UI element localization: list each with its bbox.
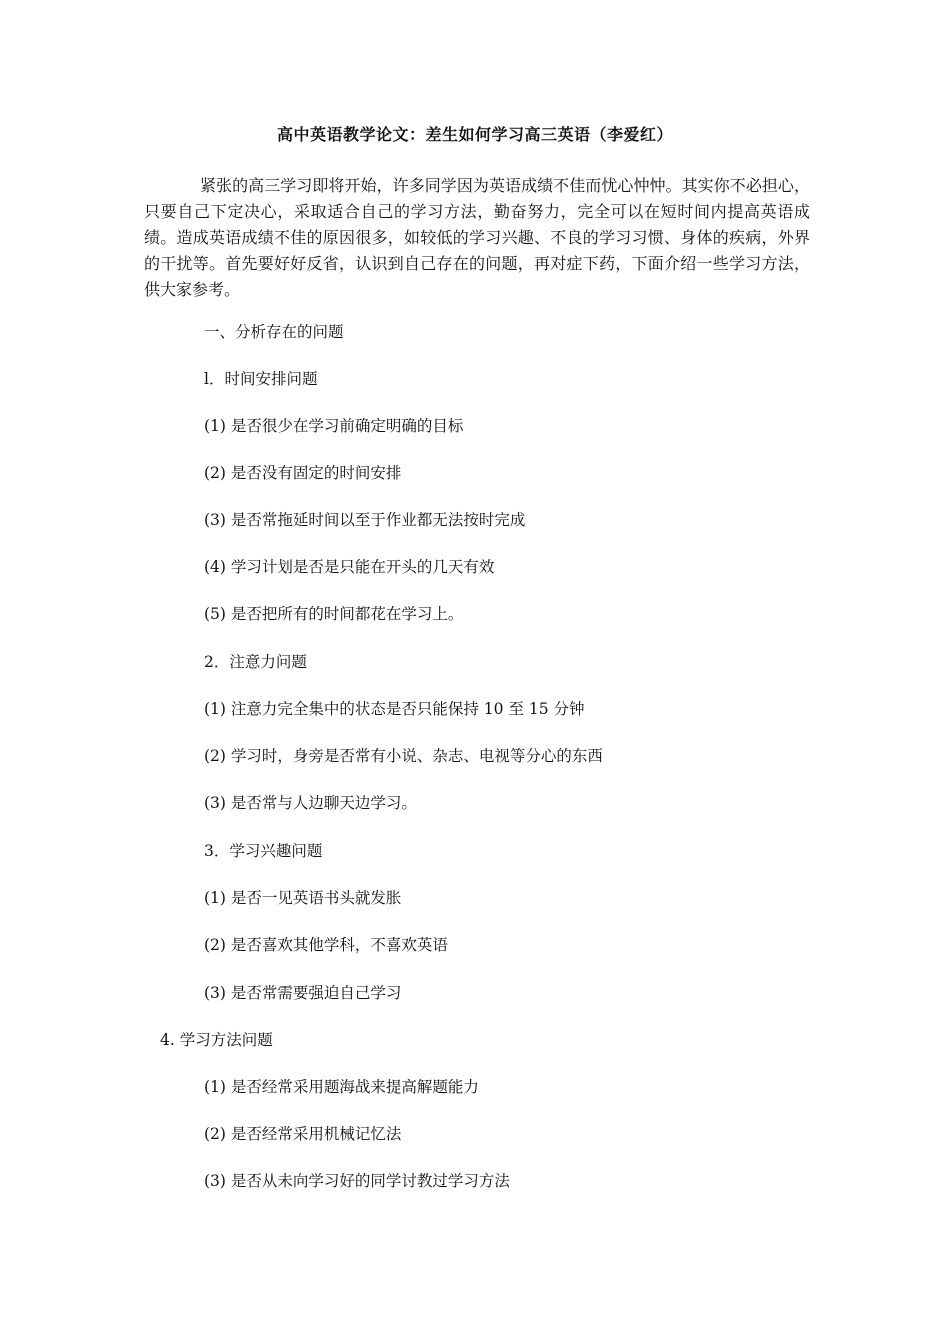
list-item: (3) 是否常与人边聊天边学习。 (204, 794, 417, 812)
subsection-attention: 2．注意力问题 (204, 653, 307, 671)
list-item: (3) 是否常需要强迫自己学习 (204, 984, 402, 1002)
list-item: (2) 学习时，身旁是否常有小说、杂志、电视等分心的东西 (204, 747, 603, 765)
list-item: (2) 是否经常采用机械记忆法 (204, 1125, 402, 1143)
list-item: (1) 是否经常采用题海战来提高解题能力 (204, 1078, 479, 1096)
subsection-method: 4. 学习方法问题 (160, 1031, 273, 1049)
list-item: (4) 学习计划是否是只能在开头的几天有效 (204, 558, 495, 576)
subsection-interest: 3．学习兴趣问题 (204, 842, 323, 860)
intro-paragraph: 紧张的高三学习即将开始，许多同学因为英语成绩不佳而忧心忡忡。其实你不必担心，只要自己下定决心，采取适合自己的学习方法，勤奋努力，完全可以在短时间内提高英语成绩。造成英语成绩不佳的原因很多，如较低的学习兴趣、不良的学习习惯、身体的疾病，外界的干扰等。首先要好好反省，认识到自己存在的问题，再对症下药，下面介绍一些学习方法，供大家参考。 (144, 176, 810, 299)
list-item: (3) 是否常拖延时间以至于作业都无法按时完成 (204, 511, 526, 529)
list-item: (1) 是否一见英语书头就发胀 (204, 889, 402, 907)
subsection-time-arrangement: l．时间安排问题 (204, 370, 318, 388)
list-item: (5) 是否把所有的时间都花在学习上。 (204, 605, 464, 623)
list-item: (1) 是否很少在学习前确定明确的目标 (204, 417, 464, 435)
list-item: (2) 是否没有固定的时间安排 (204, 464, 402, 482)
document-title: 高中英语教学论文：差生如何学习高三英语（李爱红） (276, 125, 673, 144)
list-item: (3) 是否从未向学习好的同学讨教过学习方法 (204, 1172, 510, 1190)
list-item: (2) 是否喜欢其他学科，不喜欢英语 (204, 936, 448, 954)
list-item: (1) 注意力完全集中的状态是否只能保持 10 至 15 分钟 (204, 700, 585, 718)
section-heading-analysis: 一、分析存在的问题 (204, 323, 344, 341)
